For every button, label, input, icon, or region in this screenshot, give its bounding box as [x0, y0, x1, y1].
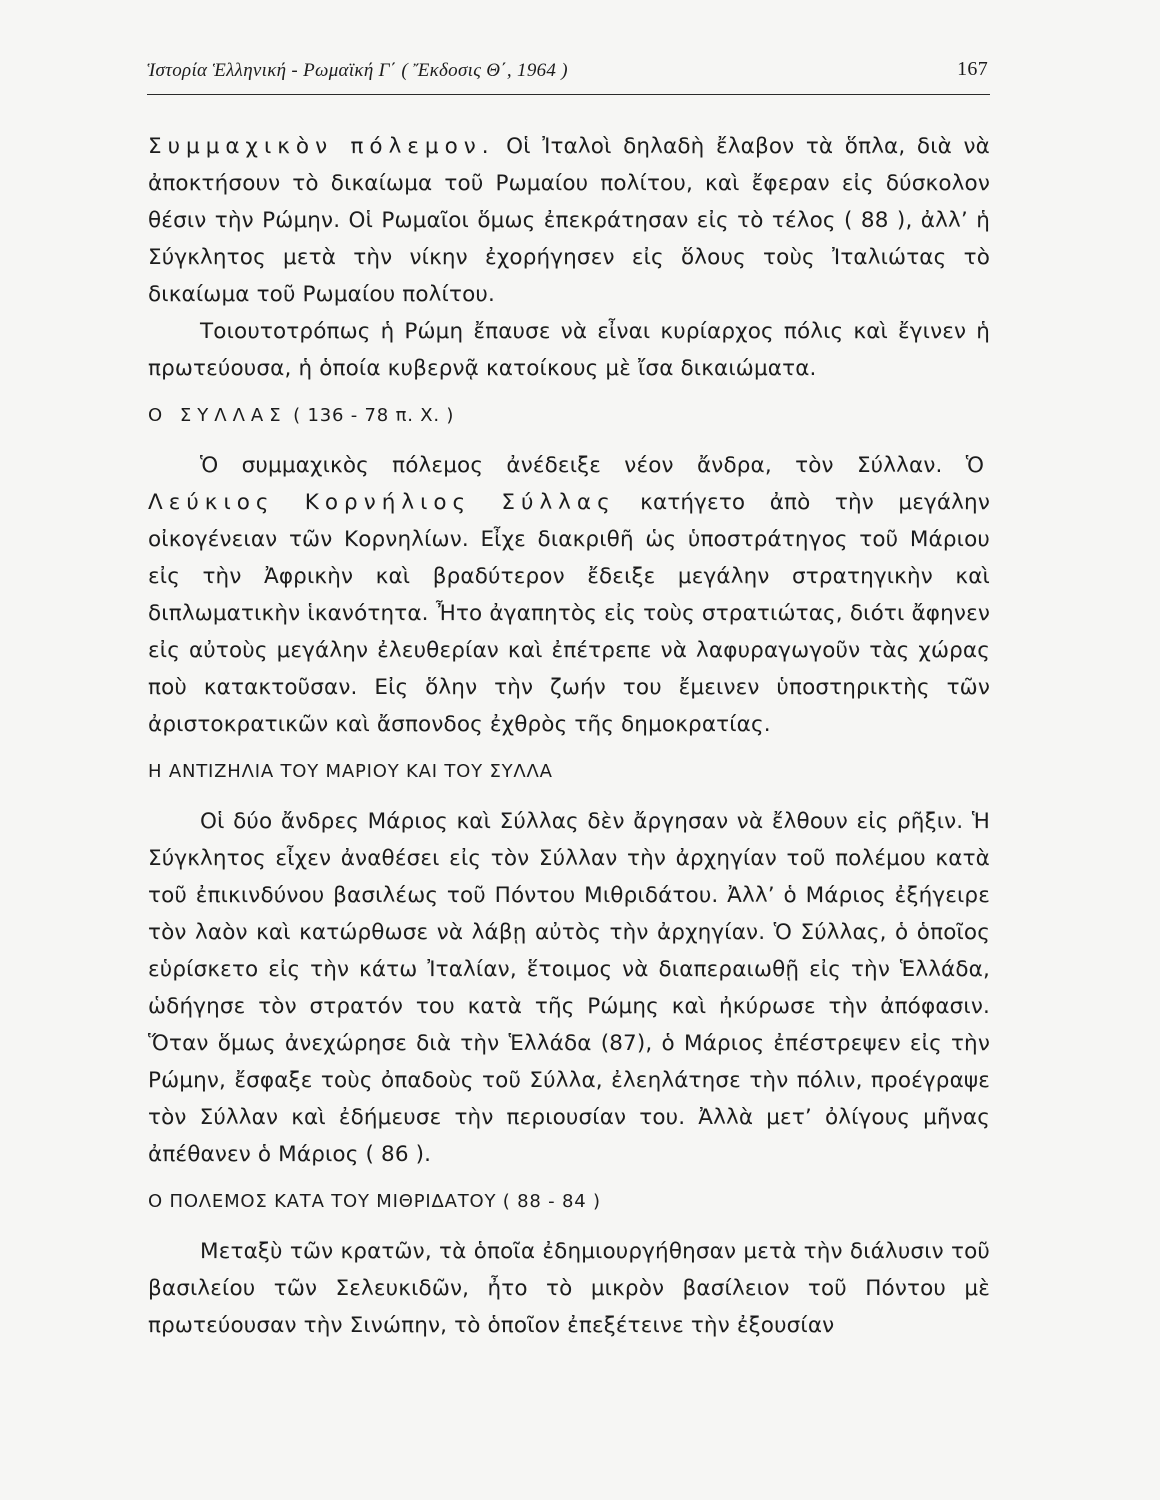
paragraph-rome-capital: Τοιουτοτρόπως ἡ Ρώμη ἔπαυσε νὰ εἶναι κυρίαρχος πόλις καὶ ἔγινεν ἡ πρωτεύουσα, ἡ ὁποία κυβερνᾷ κατοίκους μὲ ἴσα δικαιώματα.	[148, 319, 990, 381]
heading-main: Ο ΣΥΛΛΑΣ	[148, 405, 287, 426]
paragraph-text: Ὁ συμμαχικὸς πόλεμος ἀνέδειξε νέον ἄνδρα, τὸν Σύλλαν.	[200, 453, 966, 478]
paragraph-pontus: Μεταξὺ τῶν κρατῶν, τὰ ὁποῖα ἐδημιουργήθησαν μετὰ τὴν διάλυσιν τοῦ βασιλείου τῶν Σελευκιδῶν, ἦτο τὸ μικρὸν βασίλειον τοῦ Πόντου μὲ πρωτεύουσαν τὴν Σινώπην, τὸ ὁποῖον ἐπεξέτεινε τὴν ἐξουσίαν	[148, 1239, 990, 1338]
running-header	[147, 58, 990, 95]
heading-dates: ( 136 - 78 π. Χ. )	[286, 405, 455, 426]
paragraph-rivalry: Οἱ δύο ἄνδρες Μάριος καὶ Σύλλας δὲν ἄργησαν νὰ ἔλθουν εἰς ρῆξιν. Ἡ Σύγκλητος εἶχεν ἀναθέσει εἰς τὸν Σύλλαν τὴν ἀρχηγίαν τοῦ πολέμου κατὰ τοῦ ἐπικινδύνου βασιλέως τοῦ Πόντου Μιθριδάτου. Ἀλλ’ ὁ Μάριος ἐξήγειρε τὸν λαὸν καὶ κατώρθωσε νὰ λάβῃ αὐτὸς τὴν ἀρχηγίαν. Ὁ Σύλλας, ὁ ὁποῖος εὑρίσκετο εἰς τὴν κάτω Ἰταλίαν, ἕτοιμος νὰ διαπεραιωθῇ εἰς τὴν Ἑλλάδα, ὡδήγησε τὸν στρατόν του κατὰ τῆς Ρώμης καὶ ἠκύρωσε τὴν ἀπόφασιν. Ὅταν ὅμως ἀνεχώρησε διὰ τὴν Ἑλλάδα (87), ὁ Μάριος ἐπέστρεψεν εἰς τὴν Ρώμην, ἔσφαξε τοὺς ὀπαδοὺς τοῦ Σύλλα, ἐλεηλάτησε τὴν πόλιν, προέγραψε τὸν Σύλλαν καὶ ἐδήμευσε τὴν περιουσίαν του. Ἀλλὰ μετ’ ὀλίγους μῆνας ἀπέθανεν ὁ Μάριος ( 86 ).	[148, 809, 990, 1167]
paragraph-text: κατήγετο ἀπὸ τὴν μεγάλην οἰκογένειαν τῶν Κορνηλίων. Εἶχε διακριθῆ ὡς ὑποστράτηγος τοῦ Μάριου εἰς τὴν Ἀφρικὴν καὶ βραδύτερον ἔδειξε μεγάλην στρατηγικὴν καὶ διπλωματικὴν ἱκανότητα. Ἦτο ἀγαπητὸς εἰς τοὺς στρατιώτας, διότι ἄφηνεν εἰς αὐτοὺς μεγάλην ἐλευθερίαν καὶ ἐπέτρεπε νὰ λαφυραγωγοῦν τὰς χώρας ποὺ κατακτοῦσαν. Εἰς ὅλην τὴν ζωήν του ἔμεινεν ὑποστηρικτὴς τῶν ἀριστοκρατικῶν καὶ ἄσπονδος ἐχθρὸς τῆς δημοκρατίας.	[148, 490, 990, 737]
paragraph-social-war	[148, 128, 990, 313]
page-body	[148, 128, 990, 1344]
section-heading-sulla	[148, 401, 990, 431]
paragraph-text: Οἱ Ἰταλοὶ δηλαδὴ ἔλαβον τὰ ὅπλα, διὰ νὰ ἀποκτήσουν τὸ δικαίωμα τοῦ Ρωμαίου πολίτου, καὶ ἔφεραν εἰς δύσκολον θέσιν τὴν Ρώμην. Οἱ Ρωμαῖοι ὅμως ἐπεκράτησαν εἰς τὸ τέλος ( 88 ), ἀλλ’ ἡ Σύγκλητος μετὰ τὴν νίκην ἐχορήγησεν εἰς ὅλους τοὺς Ἰταλιώτας τὸ δικαίωμα τοῦ Ρωμαίου πολίτου.	[148, 134, 990, 307]
page-number: 167	[957, 58, 988, 80]
running-title: Ἱστορία Ἑλληνική - Ρωμαϊκή Γ΄ ( Ἔκδοσις Θ΄, 1964 )	[147, 60, 568, 81]
spaced-term: Συμμαχικὸν πόλεμον.	[148, 134, 495, 159]
section-heading-mithridatic-war: Ο ΠΟΛΕΜΟΣ ΚΑΤΑ ΤΟΥ ΜΙΘΡΙΔΑΤΟΥ ( 88 - 84 )	[148, 1191, 601, 1212]
spaced-name: Ὁ Λεύκιος Κορνήλιος Σύλλας	[148, 453, 990, 515]
paragraph-sulla	[148, 447, 990, 743]
section-heading-rivalry: Η ΑΝΤΙΖΗΛΙΑ ΤΟΥ ΜΑΡΙΟΥ ΚΑΙ ΤΟΥ ΣΥΛΛΑ	[148, 761, 553, 782]
